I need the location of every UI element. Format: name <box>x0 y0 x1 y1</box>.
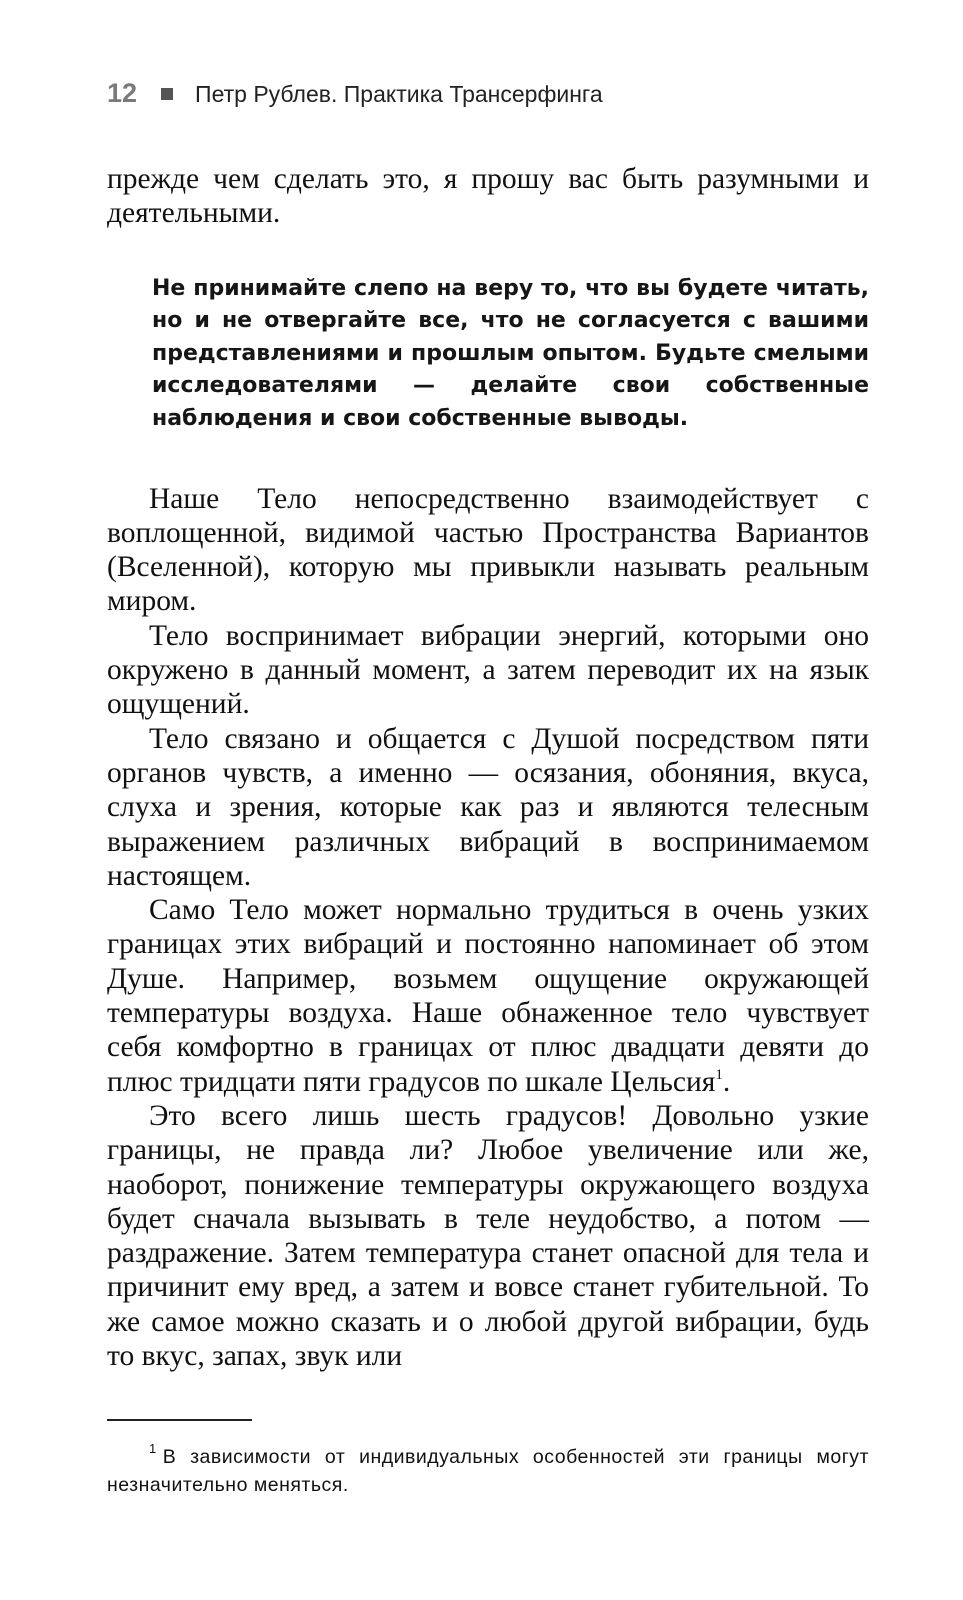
paragraph: Тело воспринимает вибрации энергий, которыми оно окружено в данный момент, а затем переводит их на язык ощущений. <box>107 619 869 721</box>
footnote <box>107 1443 869 1499</box>
callout-note: Не принимайте слепо на веру то, что вы будете читать, но и не отвергайте все, что не согласуется с вашими представлениями и прошлым опытом. Будьте смелыми исследователями — делайте свои собственные наблюдения и свои собственные выводы. <box>152 275 869 431</box>
paragraph-text: Само Тело может нормально трудиться в очень узких границах этих вибраций и постоянно напоминает об этом Душе. Например, возьмем ощущение окружающей температуры воздуха. Наше обнаженное тело чувствует себя комфортно в границах от плюс двадцати девяти до плюс тридцати пяти градусов по шкале Цельсия <box>107 894 869 1098</box>
book-title: Петр Рублев. Практика Трансерфинга <box>195 81 603 107</box>
paragraph <box>107 893 869 1099</box>
footnote-text: В зависимости от индивидуальных особенностей эти границы могут незначительно меняться. <box>107 1446 869 1497</box>
paragraph: Тело связано и общается с Душой посредством пяти органов чувств, а именно — осязания, обоняния, вкуса, слуха и зрения, которые как раз и являются телесным выражением различных вибраций в воспринимаемом настоящем. <box>107 722 869 892</box>
paragraph: Это всего лишь шесть градусов! Довольно узкие границы, не правда ли? Любое увеличение или же, наоборот, понижение температуры окружающего воздуха будет сначала вызывать в теле неудобство, а потом — раздражение. Затем температура станет опасной для тела и причинит ему вред, а затем и вовсе станет губительной. То же самое можно сказать и о любой другой вибрации, будь то вкус, запах, звук или <box>107 1099 869 1372</box>
book-page <box>107 78 869 1499</box>
footnote-marker: 1 <box>149 1441 157 1457</box>
paragraph-continuation: прежде чем сделать это, я прошу вас быть разумными и деятельными. <box>107 163 869 230</box>
footnote-divider <box>107 1419 252 1421</box>
paragraph-period: . <box>722 1065 731 1098</box>
footnote-reference[interactable]: 1 <box>715 1066 723 1083</box>
paragraph: Наше Тело непосредственно взаимодействует с воплощенной, видимой частью Пространства Вариантов (Вселенной), которую мы привыкли называть реальным миром. <box>107 482 869 618</box>
running-header <box>107 78 869 118</box>
square-bullet-icon <box>161 88 173 100</box>
page-number: 12 <box>107 78 138 108</box>
